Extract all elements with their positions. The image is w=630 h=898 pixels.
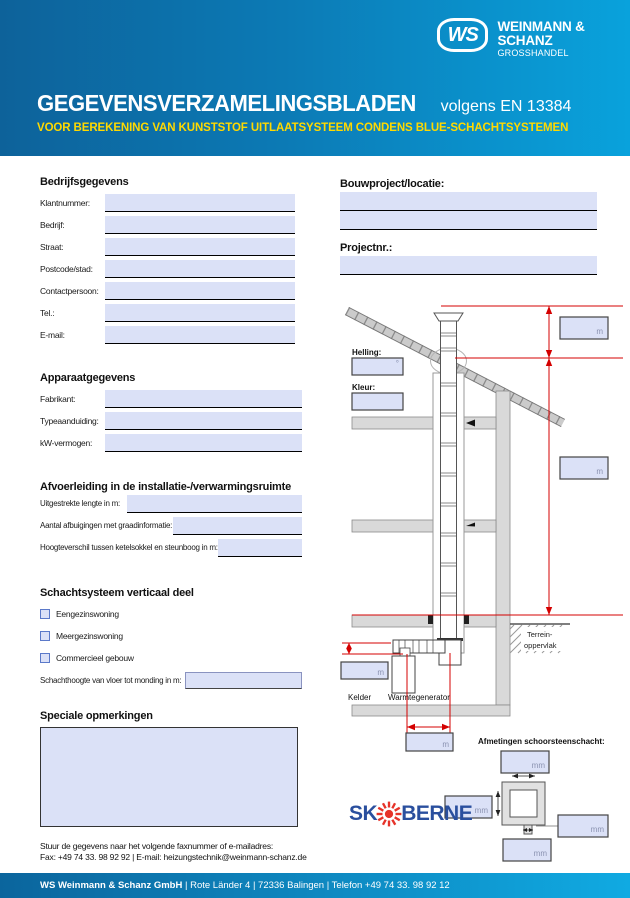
bedrijf-input[interactable] [105,216,295,234]
field-label: Aantal afbuigingen met graadinformatie: [40,521,173,530]
bouwproject-line2-input[interactable] [340,211,597,230]
device-section [40,390,302,456]
kelder-label: Kelder [348,693,372,702]
page-title-suffix: volgens EN 13384 [440,98,572,115]
skoberne-text-prefix: SK [349,802,378,825]
helling-label: Helling: [352,348,382,357]
aantal-afbuigingen-input[interactable] [173,517,302,535]
commercieel-gebouw-checkbox[interactable] [40,653,50,663]
schachthoogte-input[interactable] [185,672,302,689]
field-label: Contactpersoon: [40,285,99,296]
brand-name: WEINMANN & SCHANZ [497,19,585,48]
header [0,0,630,156]
unit-m: m [442,740,449,749]
brand-logo [437,18,630,59]
checkbox-label: Eengezinswoning [56,609,119,619]
footer-bar [0,873,630,898]
unit-m: m [596,467,603,476]
unit-mm: mm [533,849,547,858]
unit-mm: mm [590,825,604,834]
field-label: Schachthoogte van vloer tot monding in m: [40,676,182,685]
contactpersoon-input[interactable] [105,282,295,300]
email-input[interactable] [105,326,295,344]
flue-section [40,495,302,561]
typeaanduiding-input[interactable] [105,412,302,430]
hoogteverschil-input[interactable] [218,539,302,557]
brand-subtitle: GROSSHANDEL [497,48,569,58]
unit-mm: mm [474,806,488,815]
tel-input[interactable] [105,304,295,322]
field-label: Hoogteverschil tussen ketelsokkel en steunboog in m: [40,543,218,552]
field-label: Postcode/stad: [40,263,93,274]
field-label: Fabrikant: [40,393,76,404]
helling-unit: ° [395,359,399,368]
field-label: Typeaanduiding: [40,415,99,426]
field-label: kW-vermogen: [40,437,93,448]
kw-vermogen-input[interactable] [105,434,302,452]
section-heading-projectnr: Projectnr.: [340,242,393,254]
send-instructions-line1: Stuur de gegevens naar het volgende faxnummer of e-mailadres: [40,841,274,851]
ws-logo-icon [437,18,488,52]
shaft-section [40,608,302,694]
skoberne-logo [349,797,472,831]
postcode-stad-input[interactable] [105,260,295,278]
footer-address: | Rote Länder 4 | 72336 Balingen | Telefon +49 74 33. 98 92 12 [184,880,450,891]
boiler-and-pipes [392,638,463,693]
straat-input[interactable] [105,238,295,256]
field-label: Klantnummer: [40,197,90,208]
afmetingen-heading: Afmetingen schoorsteenschacht: [478,737,605,746]
send-instructions-line2: Fax: +49 74 33. 98 92 92 | E-mail: heizungstechnik@weinmann-schanz.de [40,852,307,862]
klantnummer-input[interactable] [105,194,295,212]
section-heading-bedrijfsgegevens: Bedrijfsgegevens [40,176,129,188]
field-label: Tel.: [40,307,55,318]
skoberne-sun-icon [376,797,402,831]
chimney-pipe [428,313,475,665]
checkbox-label: Meergezinswoning [56,631,123,641]
checkbox-label: Commercieel gebouw [56,653,134,663]
speciale-opmerkingen-textarea[interactable] [40,727,298,827]
project-section [340,192,597,230]
section-heading-afvoerleiding: Afvoerleiding in de installatie-/verwarmingsruimte [40,481,292,493]
page-subtitle: VOOR BEREKENING VAN KUNSTSTOF UITLAATSYSTEEM CONDENS BLUE-SCHACHTSYSTEMEN [37,122,569,134]
projectnr-input[interactable] [340,256,597,275]
field-label: E-mail: [40,329,65,340]
fabrikant-input[interactable] [105,390,302,408]
kleur-label: Kleur: [352,383,376,392]
unit-mm: mm [531,761,545,770]
unit-m: m [596,327,603,336]
field-label: Bedrijf: [40,219,65,230]
building-diagram [333,293,628,868]
section-heading-speciale-opmerkingen: Speciale opmerkingen [40,710,153,722]
meergezinswoning-checkbox[interactable] [40,631,50,641]
ws-logo-text: WS [447,23,478,46]
send-instructions [40,841,307,863]
field-label: Straat: [40,241,64,252]
eengezinswoning-checkbox[interactable] [40,609,50,619]
terrain-label-line2: oppervlak [524,641,557,650]
skoberne-text-suffix: BERNE [401,802,473,825]
warmtegenerator-label: Warmtegenerator [388,693,450,702]
section-heading-bouwproject: Bouwproject/locatie: [340,178,445,190]
section-heading-schachtsysteem: Schachtsysteem verticaal deel [40,587,194,599]
page-title: GEGEVENSVERZAMELINGSBLADEN [37,90,416,116]
uitgestrekte-lengte-input[interactable] [127,495,302,513]
section-heading-apparaatgegevens: Apparaatgegevens [40,372,136,384]
footer-company: WS Weinmann & Schanz GmbH [40,880,183,891]
terrain-label-line1: Terrein- [527,630,553,639]
kleur-input[interactable] [352,393,403,410]
company-section [40,194,295,348]
bouwproject-line1-input[interactable] [340,192,597,211]
unit-m: m [377,668,384,677]
shaft-cross-section [496,774,558,834]
field-label: Uitgestrekte lengte in m: [40,499,121,508]
